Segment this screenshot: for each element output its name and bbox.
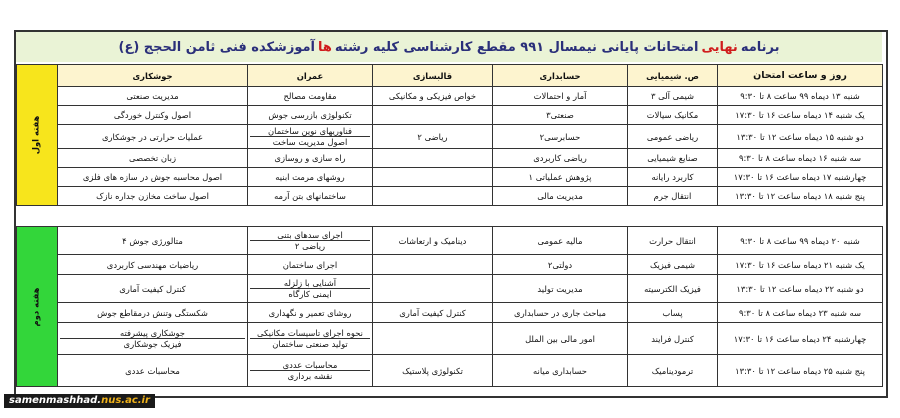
exam-datetime: یک شنبه ۱۴ دیماه ساعت ۱۶ تا ۱۷:۳۰ <box>718 106 883 125</box>
title-prefix: برنامه <box>740 39 780 55</box>
exam-course: ریاضی ۲ <box>373 125 493 149</box>
exam-course: آمار و احتمالات <box>493 87 628 106</box>
exam-course: روشای تعمیر و نگهداری <box>248 303 373 323</box>
exam-course <box>373 168 493 187</box>
footer-site: samenmashhad. <box>9 395 102 406</box>
exam-datetime: پنج شنبه ۲۵ دیماه ساعت ۱۲ تا ۱۳:۳۰ <box>718 355 883 387</box>
exam-course: اصول مدیریت ساخت <box>272 137 348 147</box>
exam-course: عملیات حرارتی در جوشکاری <box>58 125 248 149</box>
exam-datetime: چهارشنبه ۱۷ دیماه ساعت ۱۶ تا ۱۷:۳۰ <box>718 168 883 187</box>
header-mold: قالبسازی <box>373 65 493 87</box>
table-row <box>17 323 883 355</box>
exam-course: ریاضی کاربردی <box>493 149 628 168</box>
exam-course: متالورژی جوش ۴ <box>58 227 248 255</box>
week2-label: هفته دوم <box>17 227 58 387</box>
exam-course: پژوهش عملیاتی ۱ <box>493 168 628 187</box>
exam-course: مقاومت مصالح <box>248 87 373 106</box>
title-middle: امتحانات پایانی نیمسال ۹۹۱ مقطع کارشناسی کلیه رشته <box>334 39 699 55</box>
exam-datetime: دو شنبه ۱۵ دیماه ساعت ۱۲ تا ۱۳:۳۰ <box>718 125 883 149</box>
exam-course: فیزیک جوشکاری <box>123 339 182 349</box>
exam-course: حسابرسی۲ <box>493 125 628 149</box>
header-acc: حسابداری <box>493 65 628 87</box>
exam-datetime: سه شنبه ۲۳ دیماه ساعت ۸ تا ۹:۳۰ <box>718 303 883 323</box>
exam-course: انتقال جرم <box>628 187 718 206</box>
exam-course: شیمی آلی ۳ <box>628 87 718 106</box>
header-chem: ص. شیمیایی <box>628 65 718 87</box>
exam-course: حسابداری میانه <box>493 355 628 387</box>
exam-datetime: چهارشنبه ۲۴ دیماه ساعت ۱۶ تا ۱۷:۳۰ <box>718 323 883 355</box>
exam-course <box>373 149 493 168</box>
exam-course <box>373 255 493 275</box>
exam-course: مدیریت صنعتی <box>58 87 248 106</box>
exam-datetime: یک شنبه ۲۱ دیماه ساعت ۱۶ تا ۱۷:۳۰ <box>718 255 883 275</box>
footer-domain: nus.ac.ir <box>101 395 150 406</box>
exam-course: نحوه اجرای تاسیسات مکانیکی <box>250 328 370 339</box>
exam-course-group <box>248 275 373 303</box>
exam-course: تکنولوژی پلاستیک <box>373 355 493 387</box>
table-row <box>17 168 883 187</box>
exam-course: دینامیک و ارتعاشات <box>373 227 493 255</box>
exam-course: شکستگی وتنش درمقاطع جوش <box>58 303 248 323</box>
exam-course: مکانیک سیالات <box>628 106 718 125</box>
exam-course: پساب <box>628 303 718 323</box>
exam-course-group <box>58 323 248 355</box>
exam-course: اصول ساخت مخازن جداره نازک <box>58 187 248 206</box>
week1-table <box>16 64 883 206</box>
exam-course: انتقال حرارت <box>628 227 718 255</box>
exam-course: راه سازی و روسازی <box>248 149 373 168</box>
exam-course: تولید صنعتی ساختمان <box>272 339 348 349</box>
exam-datetime: دو شنبه ۲۲ دیماه ساعت ۱۲ تا ۱۳:۳۰ <box>718 275 883 303</box>
exam-course: مالیه عمومی <box>493 227 628 255</box>
exam-course: مباحث جاری در حسابداری <box>493 303 628 323</box>
table-row <box>17 355 883 387</box>
exam-course: اصول محاسبه جوش در سازه های فلزی <box>58 168 248 187</box>
exam-course: مدیریت مالی <box>493 187 628 206</box>
table-row <box>17 87 883 106</box>
exam-course-group <box>248 227 373 255</box>
exam-course <box>373 275 493 303</box>
title-highlight-final: نهایی <box>701 39 738 55</box>
exam-course: شیمی فیزیک <box>628 255 718 275</box>
exam-course: کنترل کیفیت آماری <box>58 275 248 303</box>
week1-label: هفته اول <box>17 65 58 206</box>
table-row <box>17 227 883 255</box>
exam-datetime: پنج شنبه ۱۸ دیماه ساعت ۱۲ تا ۱۳:۳۰ <box>718 187 883 206</box>
table-row <box>17 106 883 125</box>
header-datetime: روز و ساعت امتحان <box>718 65 883 87</box>
header-civil: عمران <box>248 65 373 87</box>
exam-course: اجرای ساختمان <box>248 255 373 275</box>
site-watermark[interactable] <box>4 394 155 408</box>
exam-course: محاسبات عددی <box>250 360 370 371</box>
exam-course: مدیریت تولید <box>493 275 628 303</box>
exam-course: دولتی۲ <box>493 255 628 275</box>
exam-course: خواص فیزیکی و مکانیکی <box>373 87 493 106</box>
exam-course: ایمنی کارگاه <box>288 289 332 299</box>
exam-course <box>373 323 493 355</box>
table-row <box>17 255 883 275</box>
exam-course: صنایع شیمیایی <box>628 149 718 168</box>
exam-course: فناوریهای نوین ساختمان <box>250 126 370 137</box>
exam-course: روشهای مرمت ابنیه <box>248 168 373 187</box>
exam-course: ترمودینامیک <box>628 355 718 387</box>
exam-course: کاربرد رایانه <box>628 168 718 187</box>
exam-course: ساختمانهای بتن آرمه <box>248 187 373 206</box>
table-row <box>17 303 883 323</box>
exam-course: اجرای سدهای بتنی <box>250 230 370 241</box>
exam-course-group <box>248 355 373 387</box>
exam-course <box>373 106 493 125</box>
week2-table <box>16 226 883 387</box>
exam-course: کنترل فرایند <box>628 323 718 355</box>
exam-course: نقشه برداری <box>287 371 333 381</box>
page-title <box>16 32 882 62</box>
exam-course: تکنولوژی بازرسی جوش <box>248 106 373 125</box>
exam-course: جوشکاری پیشرفته <box>60 328 245 339</box>
exam-course: ریاضی ۲ <box>294 241 326 251</box>
exam-course: صنعتی۳ <box>493 106 628 125</box>
table-row <box>17 275 883 303</box>
exam-course: آشنایی با زلزله <box>250 278 370 289</box>
title-highlight-ha: ها <box>317 39 332 55</box>
exam-course-group <box>248 323 373 355</box>
exam-course: ریاضیات مهندسی کاربردی <box>58 255 248 275</box>
exam-datetime: سه شنبه ۱۶ دیماه ساعت ۸ تا ۹:۳۰ <box>718 149 883 168</box>
exam-course: محاسبات عددی <box>58 355 248 387</box>
exam-course: ریاضی عمومی <box>628 125 718 149</box>
exam-datetime: شنبه ۲۰ دیماه ۹۹ ساعت ۸ تا ۹:۳۰ <box>718 227 883 255</box>
exam-course: کنترل کیفیت آماری <box>373 303 493 323</box>
exam-course: اصول وکنترل خوردگی <box>58 106 248 125</box>
table-row <box>17 187 883 206</box>
header-weld: جوشکاری <box>58 65 248 87</box>
table-row <box>17 125 883 149</box>
exam-course: فیزیک الکترسیته <box>628 275 718 303</box>
title-suffix: آموزشکده فنی ثامن الحجج (ع) <box>118 39 315 55</box>
exam-course: زبان تخصصی <box>58 149 248 168</box>
exam-course: امور مالی بین الملل <box>493 323 628 355</box>
table-row <box>17 149 883 168</box>
exam-course <box>373 187 493 206</box>
exam-datetime: شنبه ۱۳ دیماه ۹۹ ساعت ۸ تا ۹:۳۰ <box>718 87 883 106</box>
exam-course-group <box>248 125 373 149</box>
